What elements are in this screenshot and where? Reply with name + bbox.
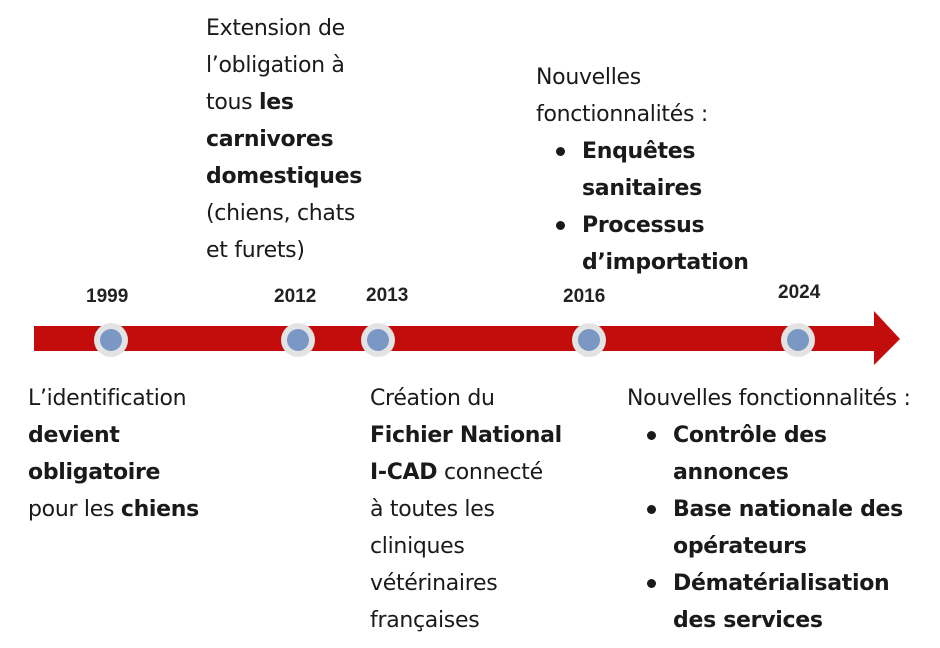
event-1999-line: devient bbox=[28, 423, 120, 448]
year-1999: 1999 bbox=[86, 286, 129, 307]
timeline-node-2013 bbox=[361, 323, 395, 357]
event-2016-list bbox=[536, 133, 749, 281]
event-2012-line: et furets) bbox=[206, 238, 305, 263]
event-2013-text bbox=[370, 380, 562, 639]
event-2016-bullet: Processus d’importation bbox=[582, 207, 749, 281]
event-2013-line: I-CAD connecté bbox=[370, 460, 543, 485]
event-2024-list bbox=[627, 417, 911, 639]
event-2012-line: domestiques bbox=[206, 164, 362, 189]
event-2013-line: cliniques bbox=[370, 534, 465, 559]
event-1999-text bbox=[28, 380, 199, 528]
event-2024-bullet: Base nationale des opérateurs bbox=[673, 491, 911, 565]
year-2013: 2013 bbox=[366, 285, 409, 306]
event-2016-line: Nouvelles bbox=[536, 65, 641, 90]
year-2016: 2016 bbox=[563, 286, 606, 307]
event-2012-line: Extension de bbox=[206, 16, 345, 41]
event-2013-line: à toutes les bbox=[370, 497, 495, 522]
event-2013-line: françaises bbox=[370, 608, 480, 633]
event-2016-bullet: Enquêtes sanitaires bbox=[582, 133, 749, 207]
event-2016-text bbox=[536, 59, 749, 281]
event-2012-text bbox=[206, 10, 362, 269]
event-2012-line: carnivores bbox=[206, 127, 334, 152]
event-2012-line: (chiens, chats bbox=[206, 201, 356, 226]
timeline-arrow-shape bbox=[34, 311, 900, 365]
event-2024-line: Nouvelles fonctionnalités : bbox=[627, 386, 911, 411]
event-2024-text bbox=[627, 380, 911, 639]
event-2012-line: l’obligation à bbox=[206, 53, 345, 78]
event-2024-bullet: Contrôle des annonces bbox=[673, 417, 911, 491]
timeline-node-2024 bbox=[781, 323, 815, 357]
event-1999-line: obligatoire bbox=[28, 460, 161, 485]
event-1999-line: L’identification bbox=[28, 386, 187, 411]
event-2013-line: vétérinaires bbox=[370, 571, 498, 596]
timeline-node-2012 bbox=[281, 323, 315, 357]
event-1999-line: pour les chiens bbox=[28, 497, 199, 522]
timeline-node-1999 bbox=[94, 323, 128, 357]
year-2012: 2012 bbox=[274, 286, 317, 307]
event-2013-line: Création du bbox=[370, 386, 495, 411]
timeline-node-2016 bbox=[572, 323, 606, 357]
event-2012-line: tous les bbox=[206, 90, 294, 115]
event-2024-bullet: Dématérialisation des services bbox=[673, 565, 911, 639]
event-2016-line: fonctionnalités : bbox=[536, 102, 708, 127]
year-2024: 2024 bbox=[778, 282, 821, 303]
event-2013-line: Fichier National bbox=[370, 423, 562, 448]
